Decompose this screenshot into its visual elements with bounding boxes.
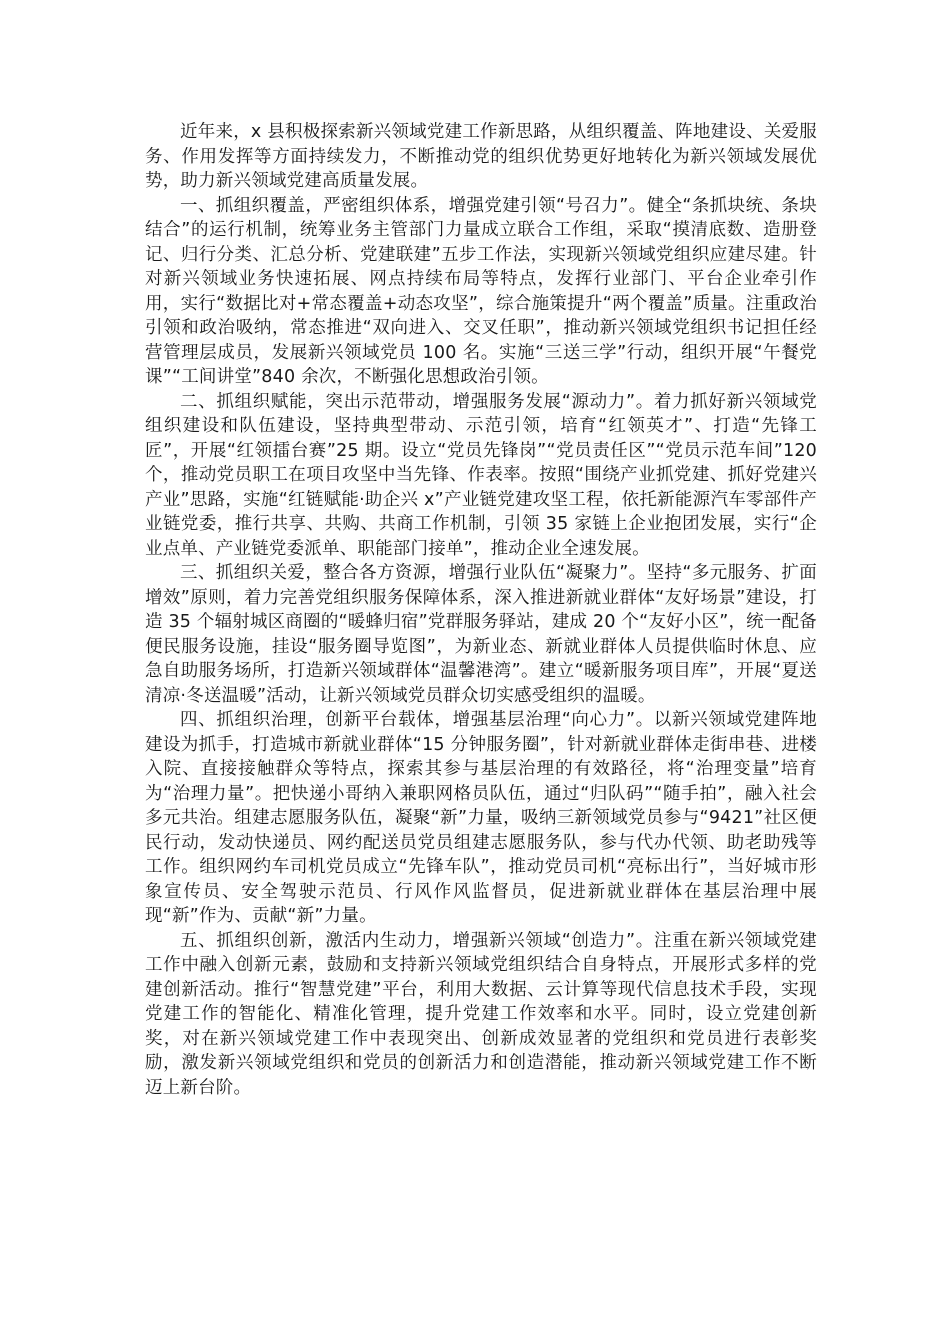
section-organization-empowerment: 二、抓组织赋能，突出示范带动，增强服务发展“源动力”。着力抓好新兴领域党组织建设和队伍建设，坚持典型带动、示范引领，培育“红领英才”、打造“先锋工匠”，开展“红领擂台赛”25 期。设立“党员先锋岗”“党员责任区”“党员示范车间”120 个，推动党员职工在项目攻坚中当先锋、作表率。按照“围绕产业抓党建、抓好党建兴产业”思路，实施“红链赋能·助企兴 x”产业链党建攻坚工程，依托新能源汽车零部件产业链党委，推行共享、共购、共商工作机制，引领 35 家链上企业抱团发展，实行“企业点单、产业链党委派单、职能部门接单”，推动企业全速发展。 [145,391,817,559]
document-body [145,120,817,1100]
section-organization-innovation: 五、抓组织创新，激活内生动力，增强新兴领域“创造力”。注重在新兴领域党建工作中融入创新元素，鼓励和支持新兴领域党组织结合自身特点，开展形式多样的党建创新活动。推行“智慧党建”平台，利用大数据、云计算等现代信息技术手段，实现党建工作的智能化、精准化管理，提升党建工作效率和水平。同时，设立党建创新奖，对在新兴领域党建工作中表现突出、创新成效显著的党组织和党员进行表彰奖励，激发新兴领域党组织和党员的创新活力和创造潜能，推动新兴领域党建工作不断迈上新台阶。 [145,930,817,1098]
intro-paragraph: 近年来，x 县积极探索新兴领域党建工作新思路，从组织覆盖、阵地建设、关爱服务、作用发挥等方面持续发力，不断推动党的组织优势更好地转化为新兴领域发展优势，助力新兴领域党建高质量发展。 [145,122,817,191]
section-organization-coverage: 一、抓组织覆盖，严密组织体系，增强党建引领“号召力”。健全“条抓块统、条块结合”的运行机制，统筹业务主管部门力量成立联合工作组，采取“摸清底数、造册登记、归行分类、汇总分析、党建联建”五步工作法，实现新兴领域党组织应建尽建。针对新兴领域业务快速拓展、网点持续布局等特点，发挥行业部门、平台企业牵引作用，实行“数据比对+常态覆盖+动态攻坚”，综合施策提升“两个覆盖”质量。注重政治引领和政治吸纳，常态推进“双向进入、交叉任职”，推动新兴领域党组织书记担任经营管理层成员，发展新兴领域党员 100 名。实施“三送三学”行动，组织开展“午餐党课”“工间讲堂”840 余次，不断强化思想政治引领。 [145,195,817,387]
section-organization-care: 三、抓组织关爱，整合各方资源，增强行业队伍“凝聚力”。坚持“多元服务、扩面增效”原则，着力完善党组织服务保障体系，深入推进新就业群体“友好场景”建设，打造 35 个辐射城区商圈的“暖蜂归宿”党群服务驿站，建成 20 个“友好小区”，统一配备便民服务设施，挂设“服务圈导览图”，为新业态、新就业群体人员提供临时休息、应急自助服务场所，打造新兴领域群体“温馨港湾”。建立“暖新服务项目库”，开展“夏送清凉·冬送温暖”活动，让新兴领域党员群众切实感受组织的温暖。 [145,563,817,706]
section-organization-governance: 四、抓组织治理，创新平台载体，增强基层治理“向心力”。以新兴领域党建阵地建设为抓手，打造城市新就业群体“15 分钟服务圈”，针对新就业群体走街串巷、进楼入院、直接接触群众等特点，探索其参与基层治理的有效路径，将“治理变量”培育为“治理力量”。把快递小哥纳入兼职网格员队伍，通过“归队码”“随手拍”，融入社会多元共治。组建志愿服务队伍，凝聚“新”力量，吸纳三新领域党员参与“9421”社区便民行动，发动快递员、网约配送员党员组建志愿服务队，参与代办代领、助老助残等工作。组织网约车司机党员成立“先锋车队”，推动党员司机“亮标出行”，当好城市形象宣传员、安全驾驶示范员、行风作风监督员，促进新就业群体在基层治理中展现“新”作为、贡献“新”力量。 [145,710,817,926]
